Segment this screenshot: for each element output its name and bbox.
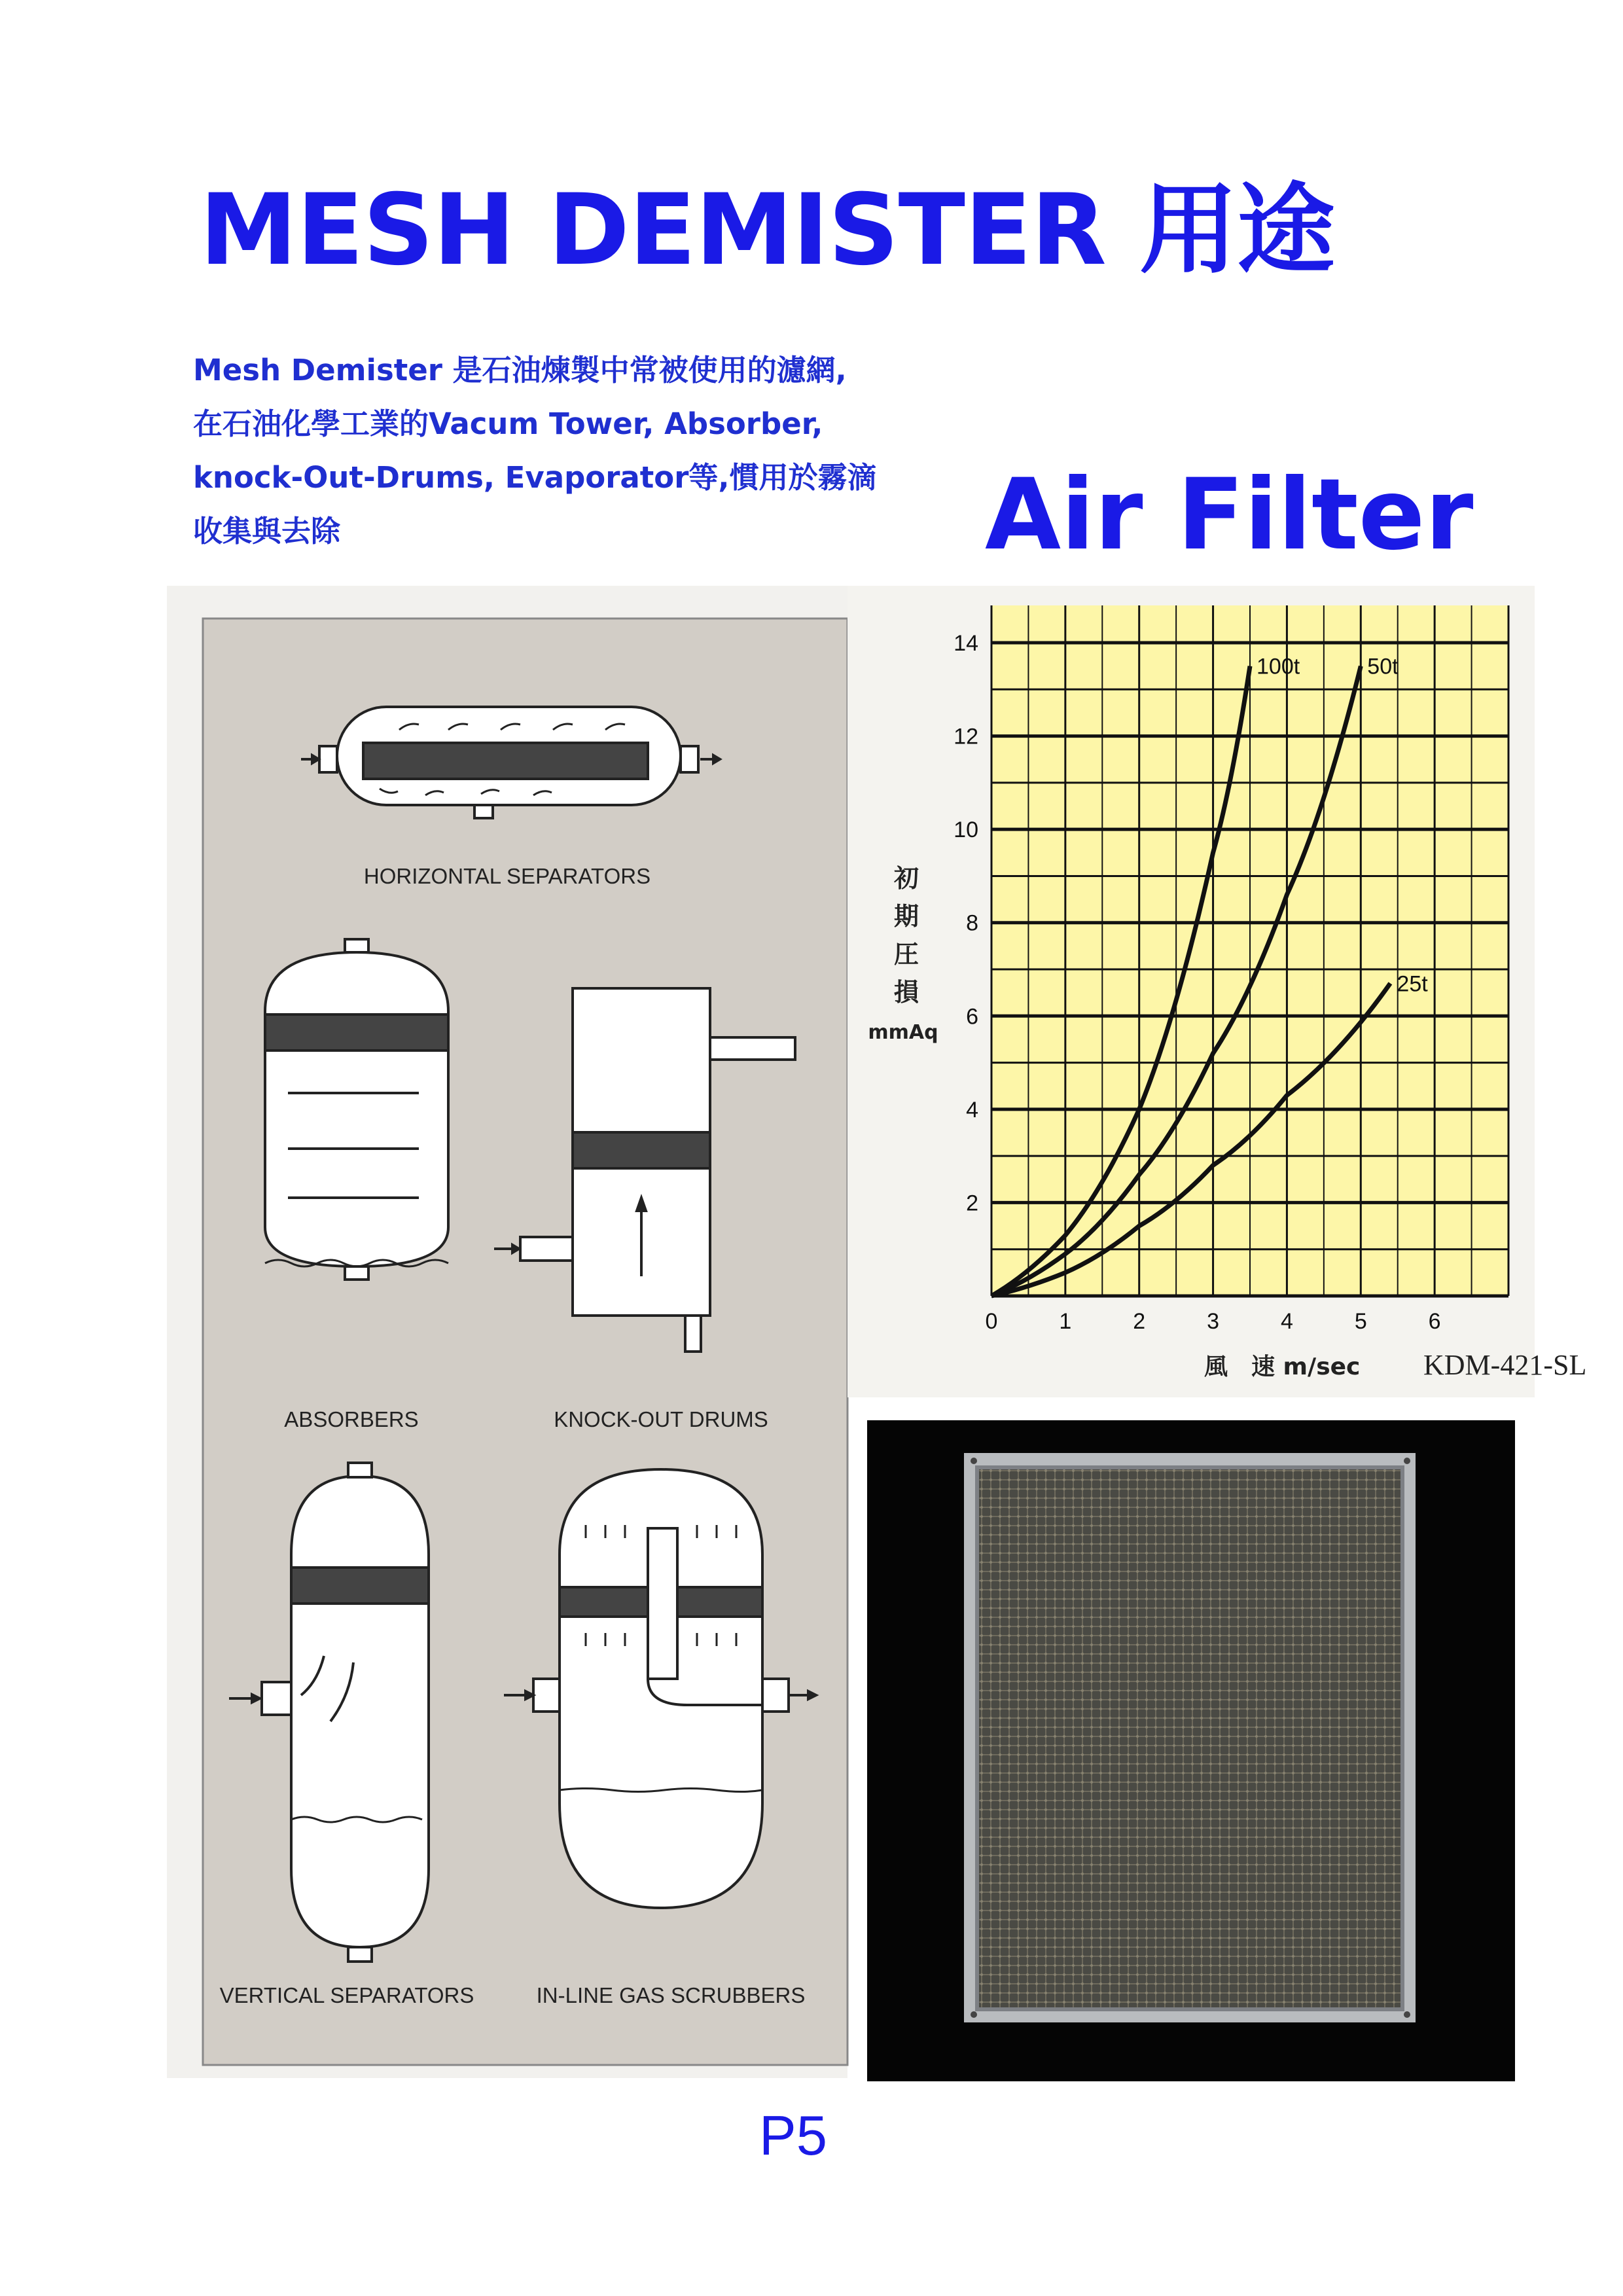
intro-line: 在石油化學工業的Vacum Tower, Absorber, — [193, 406, 823, 441]
intro-paragraph — [193, 344, 913, 558]
y-tick-label: 10 — [954, 817, 978, 843]
x-tick-label: 4 — [1280, 1309, 1293, 1334]
y-tick-label: 8 — [966, 910, 978, 936]
x-tick-label: 1 — [1059, 1309, 1072, 1334]
series-label-25t: 25t — [1397, 971, 1428, 997]
y-axis-label-part: 初 — [893, 864, 919, 893]
x-tick-label: 0 — [985, 1309, 998, 1334]
x-tick-label: 6 — [1428, 1309, 1441, 1334]
y-axis-label-part: 圧 — [893, 940, 919, 969]
label-horizontal-separators: HORIZONTAL SEPARATORS — [363, 864, 651, 888]
y-tick-label: 4 — [966, 1097, 978, 1122]
y-tick-label: 2 — [966, 1191, 978, 1216]
label-gas-scrubbers: IN-LINE GAS SCRUBBERS — [536, 1983, 806, 2007]
series-label-100t: 100t — [1257, 654, 1300, 679]
pressure-loss-chart — [847, 586, 1587, 1397]
x-tick-label: 3 — [1207, 1309, 1220, 1334]
y-axis-label-part: mmAq — [868, 1021, 938, 1044]
y-tick-label: 14 — [954, 631, 978, 656]
y-tick-label: 6 — [966, 1004, 978, 1030]
x-axis-label: 風 速 m/sec — [1204, 1354, 1361, 1380]
y-tick-label: 12 — [954, 724, 978, 749]
page-number: P5 — [759, 2105, 827, 2167]
air-filter-title: Air Filter — [985, 458, 1474, 572]
label-absorbers: ABSORBERS — [284, 1407, 419, 1431]
y-axis-label-part: 期 — [893, 902, 919, 931]
absorber-drawing — [265, 939, 448, 1280]
intro-line: Mesh Demister 是石油煉製中常被使用的濾網, — [193, 353, 847, 387]
intro-line: knock-Out-Drums, Evaporator等,慣用於霧滴 — [193, 460, 877, 495]
intro-line: 收集與去除 — [193, 514, 341, 548]
x-tick-label: 2 — [1133, 1309, 1146, 1334]
label-vertical-separators: VERTICAL SEPARATORS — [219, 1983, 474, 2007]
series-label-50t: 50t — [1367, 654, 1399, 679]
y-axis-label-part: 損 — [893, 978, 919, 1007]
air-filter-photo — [867, 1420, 1515, 2081]
model-label: KDM-421-SL — [1423, 1349, 1587, 1381]
label-knockout-drums: KNOCK-OUT DRUMS — [554, 1407, 768, 1431]
page-title: MESH DEMISTER 用途 — [200, 173, 1335, 287]
x-tick-label: 5 — [1354, 1309, 1367, 1334]
demister-diagrams-panel — [167, 586, 847, 2078]
